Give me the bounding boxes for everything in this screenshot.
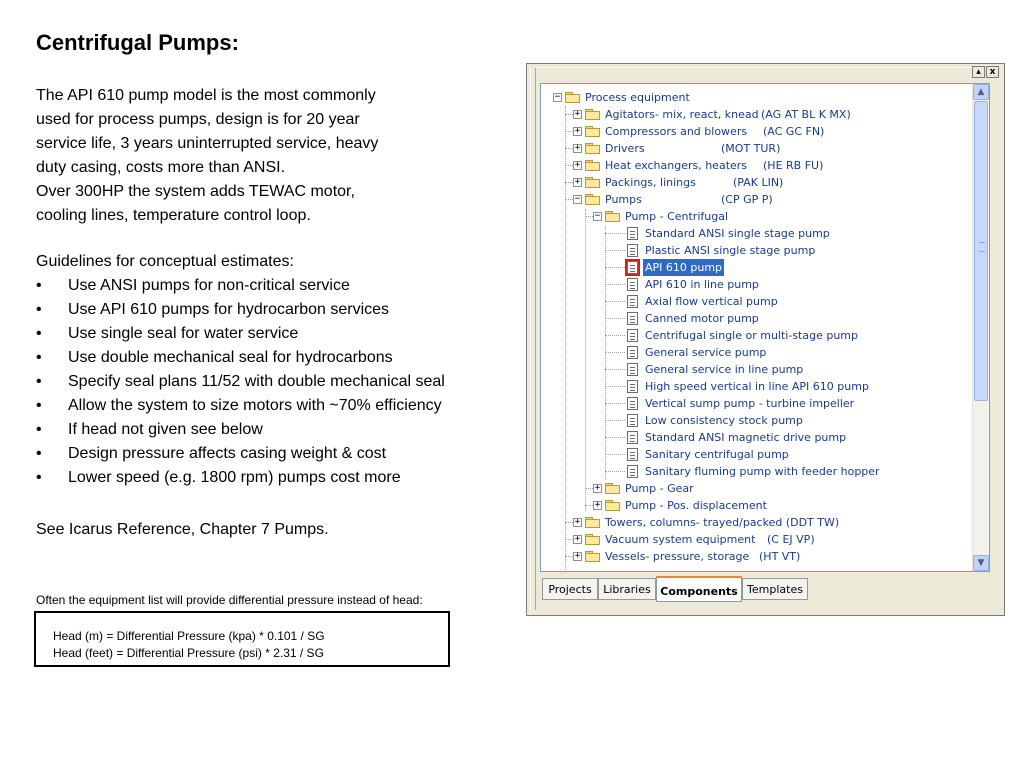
tree-item-label: Low consistency stock pump (645, 414, 803, 427)
tree-item-pump[interactable] (541, 276, 971, 293)
expand-icon[interactable]: + (574, 126, 581, 136)
tree-item-label: Sanitary fluming pump with feeder hopper (645, 465, 880, 478)
equipment-tree (541, 84, 973, 571)
tree-item-label: Canned motor pump (645, 312, 759, 325)
folder-icon (585, 194, 600, 205)
tree-item-label: General service pump (645, 346, 767, 359)
tree-node-label: Process equipment (585, 91, 690, 104)
tree-node-label: Compressors and blowers (605, 125, 748, 138)
document-icon (627, 431, 638, 444)
tree-item-label: Standard ANSI magnetic drive pump (645, 431, 847, 444)
document-icon (627, 414, 638, 427)
bullet-icon: • (36, 277, 42, 294)
document-icon (627, 244, 638, 257)
panel-grip (530, 67, 536, 610)
tree-item-pump[interactable] (541, 361, 971, 378)
tree-item-pump[interactable] (541, 344, 971, 361)
tree-item-label: Standard ANSI single stage pump (645, 227, 830, 240)
tree-item-pump[interactable] (541, 395, 971, 412)
tree-node-vessels[interactable] (541, 548, 971, 565)
tree-item-pump[interactable] (541, 412, 971, 429)
guideline-item: • If head not given see below (36, 418, 506, 442)
tree-node-code: (HT VT) (759, 550, 801, 563)
reference-text: See Icarus Reference, Chapter 7 Pumps. (36, 521, 329, 538)
tree-node-pumps[interactable] (541, 191, 971, 208)
tree-item-label: High speed vertical in line API 610 pump (645, 380, 869, 393)
intro-line: Over 300HP the system adds TEWAC motor, (36, 183, 355, 200)
tree-item-label: Plastic ANSI single stage pump (645, 244, 816, 257)
expand-icon[interactable]: + (574, 177, 581, 187)
document-icon (627, 397, 638, 410)
bullet-icon: • (36, 325, 42, 342)
bullet-icon: • (36, 301, 42, 318)
intro-line: cooling lines, temperature control loop. (36, 207, 311, 224)
document-icon (627, 295, 638, 308)
tree-node-pump-centrifugal[interactable] (541, 208, 971, 225)
document-icon (627, 227, 638, 240)
collapse-icon[interactable]: − (554, 92, 561, 102)
tree-node-code: (HE RB FU) (763, 159, 824, 172)
tree-item-pump[interactable] (541, 429, 971, 446)
bullet-icon: • (36, 421, 42, 438)
tree-node-code: (AG AT BL K MX) (761, 108, 851, 121)
folder-icon (585, 160, 600, 171)
tab-projects[interactable]: Projects (542, 578, 598, 600)
tree-node-pump-pos-displacement[interactable] (541, 497, 971, 514)
component-explorer-panel (526, 63, 1005, 616)
tree-node-towers[interactable] (541, 514, 971, 531)
collapse-icon[interactable]: − (574, 194, 581, 204)
tree-node-label: Pump - Gear (625, 482, 694, 495)
expand-icon[interactable]: + (594, 500, 601, 510)
tree-item-label: Sanitary centrifugal pump (645, 448, 789, 461)
document-icon (627, 312, 638, 325)
expand-icon[interactable]: + (574, 534, 581, 544)
folder-icon (585, 517, 600, 528)
tab-templates[interactable]: Templates (742, 578, 808, 600)
tree-node-label: Vacuum system equipment (605, 533, 756, 546)
guideline-item: • Design pressure affects casing weight & cost (36, 442, 506, 466)
guideline-item: • Specify seal plans 11/52 with double mechanical seal (36, 370, 506, 394)
folder-icon (605, 211, 620, 222)
guideline-item: • Use API 610 pumps for hydrocarbon services (36, 298, 506, 322)
panel-tabs (540, 576, 990, 604)
document-icon (627, 448, 638, 461)
tree-node-label: Pump - Centrifugal (625, 210, 729, 223)
tree-item-pump[interactable] (541, 378, 971, 395)
bullet-icon: • (36, 349, 42, 366)
folder-icon (585, 177, 600, 188)
guideline-item: • Use double mechanical seal for hydrocarbons (36, 346, 506, 370)
tree-scrollbar[interactable] (972, 84, 989, 571)
tree-item-label: Vertical sump pump - turbine impeller (645, 397, 855, 410)
tree-node-compressors[interactable] (541, 123, 971, 140)
folder-icon (585, 143, 600, 154)
tree-node-drivers[interactable] (541, 140, 971, 157)
tree-item-pump[interactable] (541, 463, 971, 480)
tree-item-pump[interactable] (541, 293, 971, 310)
tree-node-code: (AC GC FN) (763, 125, 825, 138)
tree-node-label: Pumps (605, 193, 642, 206)
guidelines-section (36, 250, 506, 490)
tree-item-pump[interactable] (541, 225, 971, 242)
expand-icon[interactable]: + (574, 160, 581, 170)
document-icon (627, 363, 638, 376)
intro-line: used for process pumps, design is for 20 year (36, 111, 360, 128)
tree-item-pump[interactable] (541, 446, 971, 463)
tree-node-code: (MOT TUR) (721, 142, 781, 155)
tree-node-code: (PAK LIN) (733, 176, 784, 189)
tree-view-frame (540, 83, 990, 572)
tree-node-pump-gear[interactable] (541, 480, 971, 497)
tree-node-vacuum[interactable] (541, 531, 971, 548)
document-icon (627, 346, 638, 359)
guidelines-list (36, 274, 506, 490)
formula-box (34, 611, 450, 667)
tree-node-label: Towers, columns- trayed/packed (DDT TW) (605, 516, 840, 529)
tree-item-pump[interactable] (541, 310, 971, 327)
folder-icon (585, 109, 600, 120)
document-icon (627, 329, 638, 342)
panel-close-button[interactable]: x (986, 66, 999, 78)
formula-imperial: Head (feet) = Differential Pressure (psi) * 2.31 / SG (53, 646, 324, 660)
folder-icon (585, 126, 600, 137)
guideline-item: • Allow the system to size motors with ~70% efficiency (36, 394, 506, 418)
tree-item-pump[interactable] (541, 242, 971, 259)
scroll-thumb[interactable] (974, 101, 988, 401)
bullet-icon: • (36, 397, 42, 414)
tree-node-label: Packings, linings (605, 176, 696, 189)
scroll-up-icon[interactable]: ▲ (973, 84, 989, 100)
slide-title: Centrifugal Pumps: (36, 30, 239, 55)
bullet-icon: • (36, 469, 42, 486)
panel-titlebar (535, 67, 985, 78)
tree-node-packings[interactable] (541, 174, 971, 191)
guidelines-heading: Guidelines for conceptual estimates: (36, 253, 294, 270)
tree-node-heat-exchangers[interactable] (541, 157, 971, 174)
expand-icon[interactable]: + (574, 143, 581, 153)
tree-node-code: (C EJ VP) (767, 533, 815, 546)
document-icon (627, 261, 638, 274)
folder-icon (565, 92, 580, 103)
tree-node-label: Heat exchangers, heaters (605, 159, 748, 172)
bullet-icon: • (36, 373, 42, 390)
tab-components[interactable]: Components (656, 576, 742, 602)
expand-icon[interactable]: + (594, 483, 601, 493)
intro-line: duty casing, costs more than ANSI. (36, 159, 286, 176)
tree-node-label: Vessels- pressure, storage (605, 550, 750, 563)
tree-item-pump-selected[interactable] (541, 259, 971, 276)
intro-line: service life, 3 years uninterrupted service, heavy (36, 135, 379, 152)
tree-item-label: API 610 in line pump (645, 278, 759, 291)
tree-item-label: API 610 pump (645, 261, 723, 274)
tree-item-label: Axial flow vertical pump (645, 295, 778, 308)
folder-icon (605, 483, 620, 494)
scroll-down-icon[interactable]: ▼ (973, 555, 989, 571)
document-icon (627, 278, 638, 291)
tree-node-label: Drivers (605, 142, 645, 155)
folder-icon (585, 551, 600, 562)
tree-node-agitators[interactable] (541, 106, 971, 123)
tree-item-label: Centrifugal single or multi-stage pump (645, 329, 859, 342)
intro-paragraph (36, 84, 496, 228)
tree-node-process-equipment[interactable] (541, 89, 971, 106)
panel-scroll-button[interactable]: ▴ (972, 66, 985, 78)
bullet-icon: • (36, 445, 42, 462)
guideline-item: • Use ANSI pumps for non-critical service (36, 274, 506, 298)
folder-icon (585, 534, 600, 545)
intro-line: The API 610 pump model is the most commonly (36, 87, 376, 104)
pressure-note: Often the equipment list will provide differential pressure instead of head: (36, 593, 423, 607)
expand-icon[interactable]: + (574, 517, 581, 527)
tree-node-label: Agitators- mix, react, knead (605, 108, 759, 121)
collapse-icon[interactable]: − (594, 211, 601, 221)
guideline-item: • Use single seal for water service (36, 322, 506, 346)
folder-icon (605, 500, 620, 511)
tree-node-label: Pump - Pos. displacement (625, 499, 767, 512)
tree-node-code: (CP GP P) (721, 193, 773, 206)
tree-item-label: General service in line pump (645, 363, 804, 376)
expand-icon[interactable]: + (574, 109, 581, 119)
tab-libraries[interactable]: Libraries (598, 578, 656, 600)
document-icon (627, 380, 638, 393)
formula-metric: Head (m) = Differential Pressure (kpa) * 0.101 / SG (53, 629, 325, 643)
guideline-item: • Lower speed (e.g. 1800 rpm) pumps cost more (36, 466, 506, 490)
expand-icon[interactable]: + (574, 551, 581, 561)
document-icon (627, 465, 638, 478)
tree-item-pump[interactable] (541, 327, 971, 344)
